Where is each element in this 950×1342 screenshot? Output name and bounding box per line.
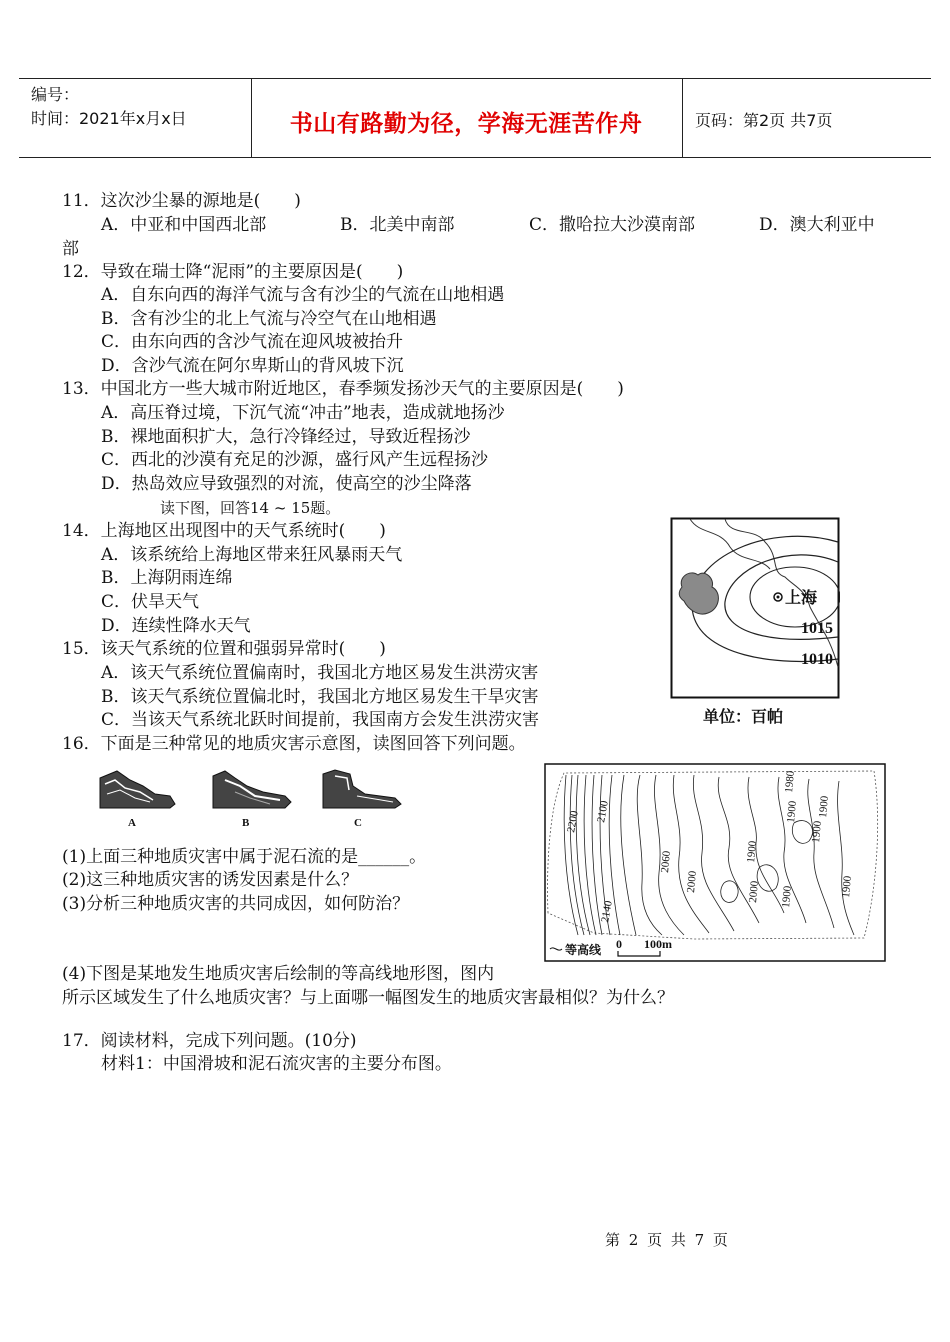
q17-stem: 17．阅读材料，完成下列问题。(10分) <box>62 1031 357 1051</box>
q14-option-d: D．连续性降水天气 <box>101 616 251 636</box>
isobar-label-1010: 1010 <box>801 651 833 668</box>
q14-option-b: B．上海阴雨连绵 <box>101 568 233 588</box>
serial-number: 编号： <box>31 85 80 104</box>
elev-label-2140: 2140 <box>599 899 615 924</box>
q15-option-c: C．当该天气系统北跃时间提前，我国南方会发生洪涝灾害 <box>101 710 540 730</box>
scale-zero-label: 0 <box>616 937 622 951</box>
elev-label-1900-a: 1900 <box>745 840 759 864</box>
page-footer: 第 2 页 共 7 页 <box>605 1231 730 1249</box>
header-page-info: 页码：第2页 共7页 <box>695 111 833 130</box>
q12-option-c: C．由东向西的含沙气流在迎风坡被抬升 <box>101 332 404 352</box>
q11-option-a: A．中亚和中国西北部 <box>101 215 267 235</box>
q13-option-a: A．高压脊过境，下沉气流“冲击”地表，造成就地扬沙 <box>101 403 505 423</box>
sketch-label-c: C <box>354 817 362 829</box>
city-label: 上海 <box>785 588 818 607</box>
header-motto: 书山有路勤为径，学海无涯苦作舟 <box>289 111 643 137</box>
elev-label-2000-b: 2000 <box>747 880 761 904</box>
contour-map <box>544 763 886 963</box>
q12-option-b: B．含有沙尘的北上气流与冷空气在山地相遇 <box>101 309 437 329</box>
q13-option-d: D．热岛效应导致强烈的对流，使高空的沙尘降落 <box>101 474 472 494</box>
elev-label-1900-c: 1900 <box>785 800 799 824</box>
q13-stem: 13．中国北方一些大城市附近地区，春季频发扬沙天气的主要原因是( ) <box>62 379 624 399</box>
q15-option-b: B．该天气系统位置偏北时，我国北方地区易发生干旱灾害 <box>101 687 539 707</box>
q11-option-d-continued: 部 <box>62 239 79 259</box>
contour-map-svg <box>544 763 886 963</box>
header-divider-right <box>682 79 683 157</box>
disaster-sketches <box>95 766 405 832</box>
elev-label-2200: 2200 <box>565 809 581 834</box>
disaster-sketches-svg <box>95 766 405 832</box>
q11-stem: 11．这次沙尘暴的源地是( ) <box>62 191 301 211</box>
q16-part-1: (1)上面三种地质灾害中属于泥石流的是______。 <box>62 847 427 867</box>
q12-option-d: D．含沙气流在阿尔卑斯山的背风坡下沉 <box>101 356 404 376</box>
q15-option-a: A．该天气系统位置偏南时，我国北方地区易发生洪涝灾害 <box>101 663 539 683</box>
read-figure-prompt: 读下图，回答14 ~ 15题。 <box>160 499 341 517</box>
q13-option-b: B．裸地面积扩大，急行冷锋经过，导致近程扬沙 <box>101 427 471 447</box>
q16-stem: 16．下面是三种常见的地质灾害示意图，读图回答下列问题。 <box>62 734 526 754</box>
scale-length-label: 100m <box>644 937 672 951</box>
pressure-unit-label: 单位：百帕 <box>703 707 784 726</box>
shanghai-marker-dot <box>777 596 780 599</box>
q17-material-1: 材料1：中国滑坡和泥石流灾害的主要分布图。 <box>101 1054 452 1074</box>
q12-stem: 12．导致在瑞士降“泥雨”的主要原因是( ) <box>62 262 404 282</box>
sketch-c <box>323 770 401 808</box>
elev-label-1900-b: 1900 <box>780 885 794 909</box>
q15-stem: 15．该天气系统的位置和强弱异常时( ) <box>62 639 386 659</box>
q12-option-a: A．自东向西的海洋气流与含有沙尘的气流在山地相遇 <box>101 285 505 305</box>
header-time: 时间：2021年x月x日 <box>31 109 187 128</box>
q14-stem: 14．上海地区出现图中的天气系统时( ) <box>62 521 386 541</box>
sketch-b <box>213 771 291 808</box>
elev-label-1900-e: 1900 <box>840 875 854 899</box>
elev-label-1900-d: 1900 <box>810 820 824 844</box>
q14-option-c: C．伏旱天气 <box>101 592 200 612</box>
q16-part-4-line-2: 所示区域发生了什么地质灾害？与上面哪一幅图发生的地质灾害最相似？为什么？ <box>62 988 674 1008</box>
page-header <box>19 78 931 158</box>
pressure-system-map <box>670 517 840 735</box>
q11-option-b: B．北美中南部 <box>340 215 455 235</box>
isobar-label-1015: 1015 <box>801 620 833 637</box>
q11-option-d: D．澳大利亚中 <box>759 215 875 235</box>
elev-label-2100: 2100 <box>595 799 611 824</box>
elev-label-2060: 2060 <box>659 850 673 874</box>
contour-frame <box>545 764 885 961</box>
q16-part-3: (3)分析三种地质灾害的共同成因，如何防治？ <box>62 894 410 914</box>
q14-option-a: A．该系统给上海地区带来狂风暴雨天气 <box>101 545 403 565</box>
contour-legend-label: 等高线 <box>565 943 602 957</box>
sketch-a <box>100 771 175 808</box>
q16-part-2: (2)这三种地质灾害的诱发因素是什么？ <box>62 870 359 890</box>
q16-part-4-line-1: (4)下图是某地发生地质灾害后绘制的等高线地形图，图内 <box>62 964 495 984</box>
q11-option-c: C．撒哈拉大沙漠南部 <box>529 215 696 235</box>
sketch-label-b: B <box>242 817 250 829</box>
elev-label-1900-f: 1900 <box>817 795 831 819</box>
header-meta <box>31 83 187 131</box>
sketch-label-a: A <box>128 817 136 829</box>
pressure-map-svg <box>670 517 840 735</box>
elev-label-1980: 1980 <box>783 770 797 794</box>
q13-option-c: C．西北的沙漠有充足的沙源，盛行风产生远程扬沙 <box>101 450 489 470</box>
elev-label-2000-a: 2000 <box>685 870 699 894</box>
